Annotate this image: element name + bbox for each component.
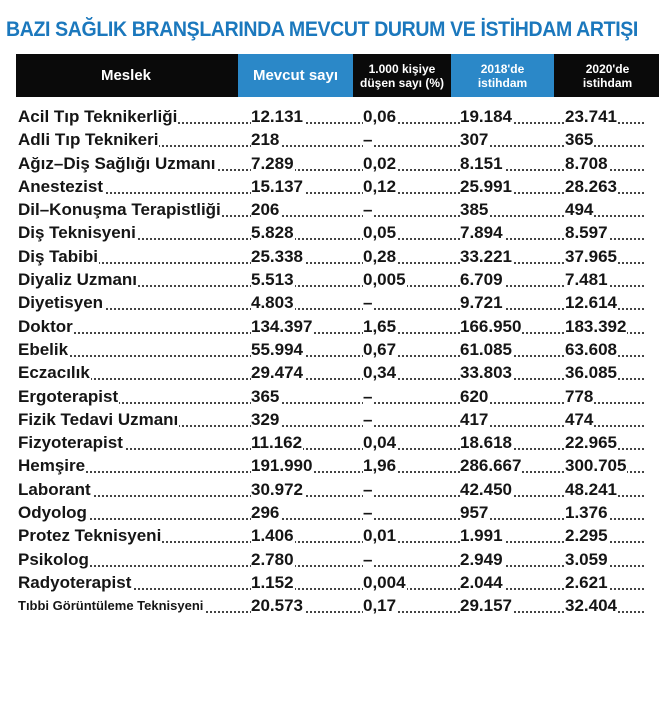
cell-meslek: Odyolog	[18, 501, 88, 524]
table-row	[18, 548, 658, 571]
cell-2020-istihdam: 183.392	[565, 315, 627, 338]
dotted-leader	[18, 378, 644, 380]
cell-2020-istihdam: 37.965	[565, 245, 618, 268]
cell-bin-kisiye: –	[363, 128, 373, 151]
cell-mevcut-sayi: 191.990	[251, 454, 313, 477]
cell-bin-kisiye: –	[363, 198, 373, 221]
table-row	[18, 268, 658, 291]
cell-meslek: Radyoterapist	[18, 571, 132, 594]
cell-meslek: Laborant	[18, 478, 92, 501]
header-2020-line1: 2020'de	[585, 61, 630, 76]
cell-bin-kisiye: –	[363, 408, 373, 431]
dotted-leader	[18, 495, 644, 497]
header-2020-istihdam	[556, 54, 659, 97]
cell-bin-kisiye: 0,67	[363, 338, 397, 361]
cell-2020-istihdam: 7.481	[565, 268, 609, 291]
cell-2020-istihdam: 36.085	[565, 361, 618, 384]
cell-2018-istihdam: 2.949	[460, 548, 504, 571]
cell-meslek: Acil Tıp Teknikerliği	[18, 105, 178, 128]
table-row	[18, 291, 658, 314]
cell-mevcut-sayi: 1.406	[251, 524, 295, 547]
cell-mevcut-sayi: 134.397	[251, 315, 313, 338]
table-row	[18, 431, 658, 454]
cell-bin-kisiye: –	[363, 385, 373, 408]
header-2018-line2: istihdam	[477, 75, 528, 90]
cell-2018-istihdam: 8.151	[460, 152, 504, 175]
cell-2020-istihdam: 32.404	[565, 594, 618, 617]
cell-2020-istihdam: 23.741	[565, 105, 618, 128]
cell-2018-istihdam: 29.157	[460, 594, 513, 617]
header-mevcut-sayi	[238, 54, 353, 97]
cell-2020-istihdam: 3.059	[565, 548, 609, 571]
cell-meslek: Protez Teknisyeni	[18, 524, 162, 547]
cell-2018-istihdam: 286.667	[460, 454, 522, 477]
cell-2020-istihdam: 8.708	[565, 152, 609, 175]
page-title: BAZI SAĞLIK BRANŞLARINDA MEVCUT DURUM VE İSTİHDAM ARTIŞI	[6, 18, 638, 41]
cell-mevcut-sayi: 25.338	[251, 245, 304, 268]
table-row	[18, 385, 658, 408]
cell-2020-istihdam: 300.705	[565, 454, 627, 477]
header-2018-istihdam	[451, 54, 554, 97]
cell-2018-istihdam: 620	[460, 385, 489, 408]
dotted-leader	[18, 308, 644, 310]
header-2018-line1: 2018'de	[480, 61, 525, 76]
cell-mevcut-sayi: 7.289	[251, 152, 295, 175]
cell-mevcut-sayi: 329	[251, 408, 280, 431]
cell-2018-istihdam: 19.184	[460, 105, 513, 128]
header-bin-kisiye	[354, 54, 450, 97]
cell-bin-kisiye: –	[363, 548, 373, 571]
cell-bin-kisiye: 0,004	[363, 571, 407, 594]
table-body	[18, 105, 658, 618]
cell-bin-kisiye: 0,17	[363, 594, 397, 617]
cell-mevcut-sayi: 29.474	[251, 361, 304, 384]
table-header	[16, 54, 659, 97]
cell-meslek: Diyaliz Uzmanı	[18, 268, 138, 291]
cell-bin-kisiye: –	[363, 501, 373, 524]
cell-meslek: Diş Teknisyeni	[18, 221, 137, 244]
cell-bin-kisiye: 0,02	[363, 152, 397, 175]
cell-meslek: Ergoterapist	[18, 385, 119, 408]
cell-mevcut-sayi: 2.780	[251, 548, 295, 571]
cell-mevcut-sayi: 5.513	[251, 268, 295, 291]
table-row	[18, 571, 658, 594]
dotted-leader	[18, 565, 644, 567]
dotted-leader	[18, 518, 644, 520]
cell-2018-istihdam: 33.221	[460, 245, 513, 268]
table-row	[18, 198, 658, 221]
dotted-leader	[18, 471, 644, 473]
cell-meslek: Psikolog	[18, 548, 90, 571]
cell-mevcut-sayi: 4.803	[251, 291, 295, 314]
header-meslek-label: Meslek	[100, 66, 152, 84]
cell-2018-istihdam: 7.894	[460, 221, 504, 244]
cell-bin-kisiye: 0,28	[363, 245, 397, 268]
cell-bin-kisiye: 0,04	[363, 431, 397, 454]
header-2020-line2: istihdam	[582, 75, 633, 90]
cell-mevcut-sayi: 12.131	[251, 105, 304, 128]
cell-2018-istihdam: 2.044	[460, 571, 504, 594]
cell-2020-istihdam: 2.621	[565, 571, 609, 594]
cell-2018-istihdam: 417	[460, 408, 489, 431]
cell-meslek: Doktor	[18, 315, 74, 338]
cell-mevcut-sayi: 218	[251, 128, 280, 151]
cell-2020-istihdam: 48.241	[565, 478, 618, 501]
cell-meslek: Ağız–Diş Sağlığı Uzmanı	[18, 152, 216, 175]
cell-bin-kisiye: 0,34	[363, 361, 397, 384]
cell-mevcut-sayi: 1.152	[251, 571, 295, 594]
table-row	[18, 408, 658, 431]
table-row	[18, 245, 658, 268]
cell-2018-istihdam: 25.991	[460, 175, 513, 198]
cell-2020-istihdam: 2.295	[565, 524, 609, 547]
table-row	[18, 315, 658, 338]
cell-2018-istihdam: 6.709	[460, 268, 504, 291]
header-mevcut-label: Mevcut sayı	[252, 66, 339, 84]
cell-mevcut-sayi: 296	[251, 501, 280, 524]
cell-meslek: Dil–Konuşma Terapistliği	[18, 198, 222, 221]
cell-2020-istihdam: 12.614	[565, 291, 618, 314]
table-row	[18, 524, 658, 547]
header-bin-line1: 1.000 kişiye	[368, 61, 436, 76]
table-row	[18, 338, 658, 361]
cell-2020-istihdam: 1.376	[565, 501, 609, 524]
table-row	[18, 152, 658, 175]
cell-2018-istihdam: 18.618	[460, 431, 513, 454]
table-row	[18, 454, 658, 477]
cell-2020-istihdam: 63.608	[565, 338, 618, 361]
cell-bin-kisiye: –	[363, 478, 373, 501]
cell-mevcut-sayi: 206	[251, 198, 280, 221]
cell-2018-istihdam: 9.721	[460, 291, 504, 314]
cell-bin-kisiye: 1,96	[363, 454, 397, 477]
cell-2018-istihdam: 33.803	[460, 361, 513, 384]
cell-meslek: Eczacılık	[18, 361, 91, 384]
dotted-leader	[18, 332, 644, 334]
cell-2020-istihdam: 494	[565, 198, 594, 221]
cell-2018-istihdam: 166.950	[460, 315, 522, 338]
cell-2020-istihdam: 28.263	[565, 175, 618, 198]
cell-2020-istihdam: 8.597	[565, 221, 609, 244]
cell-meslek: Fizyoterapist	[18, 431, 124, 454]
cell-meslek: Tıbbi Görüntüleme Teknisyeni	[18, 594, 204, 617]
cell-mevcut-sayi: 15.137	[251, 175, 304, 198]
cell-bin-kisiye: 0,12	[363, 175, 397, 198]
table-row	[18, 501, 658, 524]
dotted-leader	[18, 355, 644, 357]
cell-2020-istihdam: 365	[565, 128, 594, 151]
cell-2018-istihdam: 307	[460, 128, 489, 151]
cell-bin-kisiye: –	[363, 291, 373, 314]
cell-2020-istihdam: 474	[565, 408, 594, 431]
cell-2018-istihdam: 61.085	[460, 338, 513, 361]
table-row	[18, 478, 658, 501]
cell-2018-istihdam: 385	[460, 198, 489, 221]
cell-mevcut-sayi: 30.972	[251, 478, 304, 501]
cell-bin-kisiye: 0,05	[363, 221, 397, 244]
table-row	[18, 128, 658, 151]
cell-meslek: Fizik Tedavi Uzmanı	[18, 408, 179, 431]
cell-mevcut-sayi: 20.573	[251, 594, 304, 617]
table-row	[18, 175, 658, 198]
cell-bin-kisiye: 1,65	[363, 315, 397, 338]
cell-2018-istihdam: 1.991	[460, 524, 504, 547]
header-meslek	[16, 54, 236, 97]
cell-mevcut-sayi: 55.994	[251, 338, 304, 361]
cell-meslek: Adli Tıp Teknikeri	[18, 128, 159, 151]
cell-bin-kisiye: 0,06	[363, 105, 397, 128]
dotted-leader	[18, 192, 644, 194]
table-row	[18, 221, 658, 244]
cell-meslek: Ebelik	[18, 338, 69, 361]
cell-2020-istihdam: 22.965	[565, 431, 618, 454]
cell-mevcut-sayi: 11.162	[251, 431, 303, 454]
cell-bin-kisiye: 0,01	[363, 524, 397, 547]
cell-2018-istihdam: 42.450	[460, 478, 513, 501]
table-row	[18, 594, 658, 617]
cell-meslek: Anestezist	[18, 175, 104, 198]
dotted-leader	[18, 262, 644, 264]
cell-meslek: Diş Tabibi	[18, 245, 99, 268]
cell-mevcut-sayi: 5.828	[251, 221, 295, 244]
cell-2018-istihdam: 957	[460, 501, 489, 524]
table-row	[18, 361, 658, 384]
cell-2020-istihdam: 778	[565, 385, 594, 408]
cell-meslek: Diyetisyen	[18, 291, 104, 314]
cell-mevcut-sayi: 365	[251, 385, 280, 408]
cell-meslek: Hemşire	[18, 454, 86, 477]
cell-bin-kisiye: 0,005	[363, 268, 407, 291]
table-row	[18, 105, 658, 128]
header-bin-line2: düşen sayı (%)	[359, 75, 445, 90]
